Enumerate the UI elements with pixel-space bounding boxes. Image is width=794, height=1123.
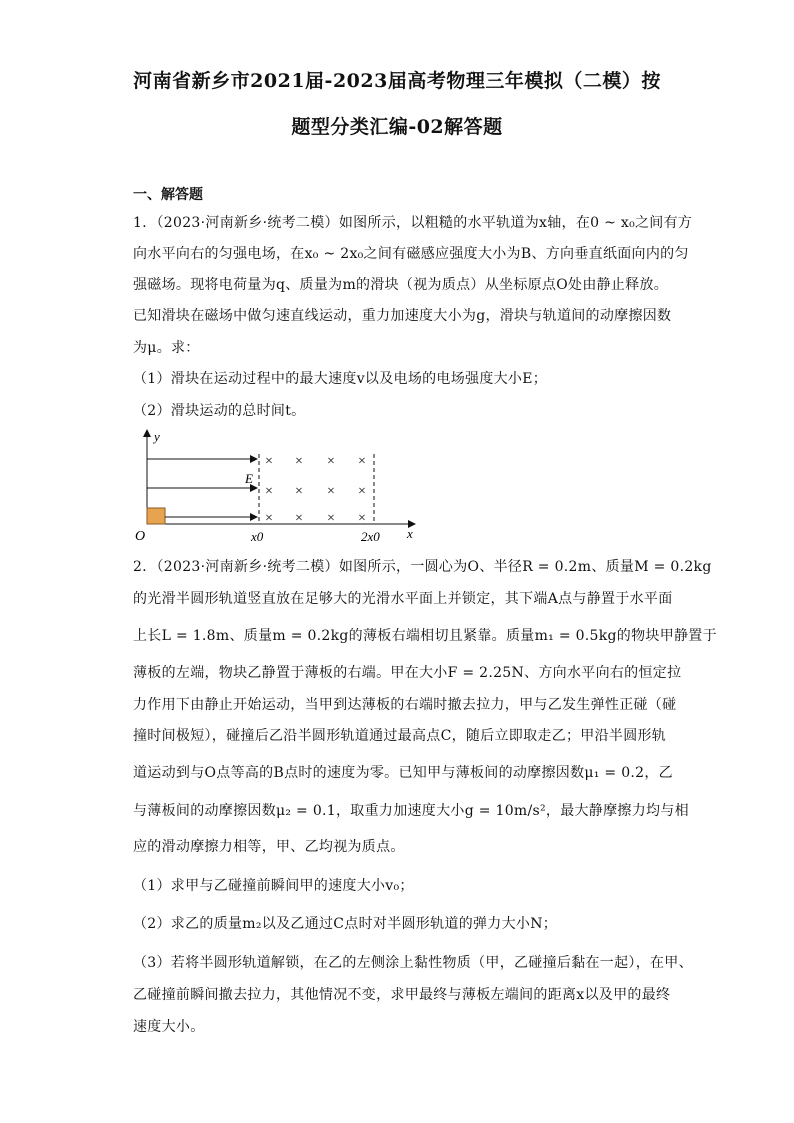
page-title-line-2: 题型分类汇编-02解答题	[291, 116, 503, 138]
slider-block	[147, 508, 165, 524]
magnetic-field-cross: ×	[295, 511, 303, 526]
q2-line: 乙碰撞前瞬间撤去拉力，其他情况不变，求甲最终与薄板左端间的距离x以及甲的最终	[133, 987, 671, 1003]
q2-subquestion-2: （2）求乙的质量m₂以及乙通过C点时对半圆形轨道的弹力大小N；	[133, 916, 558, 932]
page-title-line-1: 河南省新乡市2021届-2023届高考物理三年模拟（二模）按	[133, 70, 661, 92]
x-axis-label: x	[407, 526, 413, 541]
field-label: E	[245, 471, 253, 486]
q2-line: 力作用下由静止开始运动，当甲到达薄板的右端时撤去拉力，甲与乙发生弹性正碰（碰	[133, 697, 677, 713]
magnetic-field-cross: ×	[265, 511, 273, 526]
tick-x0: x0	[251, 529, 264, 544]
magnetic-field-cross: ×	[327, 454, 335, 469]
q1-subquestion-1: （1）滑块在运动过程中的最大速度v以及电场的电场强度大小E；	[133, 371, 548, 387]
q1-line: 向水平向右的匀强电场，在x₀ ~ 2x₀之间有磁感应强度大小为B、方向垂直纸面向内的匀	[133, 246, 689, 262]
magnetic-field-cross: ×	[327, 511, 335, 526]
magnetic-field-cross: ×	[358, 454, 366, 469]
magnetic-field-cross: ×	[358, 511, 366, 526]
q2-line: 上长L = 1.8m、质量m = 0.2kg的薄板右端相切且紧靠。质量m₁ = 0.5kg的物块甲静置于	[133, 628, 717, 644]
q1-subquestion-2: （2）滑块运动的总时间t。	[133, 403, 306, 419]
q2-line: 应的滑动摩擦力相等，甲、乙均视为质点。	[133, 839, 405, 855]
magnetic-field-cross: ×	[265, 484, 273, 499]
origin-label: O	[135, 529, 146, 544]
magnetic-field-cross: ×	[327, 484, 335, 499]
q2-line: 与薄板间的动摩擦因数μ₂ = 0.1，取重力加速度大小g = 10m/s²，最大静摩擦力均与相	[133, 803, 689, 819]
q2-line: 2．（2023·河南新乡·统考二模）如图所示，一圆心为O、半径R = 0.2m、质量M = 0.2kg	[133, 559, 712, 575]
tick-2x0: 2x0	[361, 529, 380, 544]
magnetic-field-cross: ×	[358, 484, 366, 499]
section-heading: 一、解答题	[133, 187, 203, 203]
q1-figure	[133, 424, 433, 546]
magnetic-field-cross: ×	[265, 454, 273, 469]
q2-line: 道运动到与O点等高的B点时的速度为零。已知甲与薄板间的动摩擦因数μ₁ = 0.2，乙	[133, 765, 673, 781]
q2-subquestion-3: （3）若将半圆形轨道解锁，在乙的左侧涂上黏性物质（甲，乙碰撞后黏在一起），在甲、	[133, 955, 693, 971]
y-axis-label: y	[154, 429, 160, 444]
q2-line: 的光滑半圆形轨道竖直放在足够大的光滑水平面上并锁定，其下端A点与静置于水平面	[133, 591, 673, 607]
q2-subquestion-1: （1）求甲与乙碰撞前瞬间甲的速度大小v₀；	[133, 878, 414, 894]
q2-line: 撞时间极短），碰撞后乙沿半圆形轨道通过最高点C，随后立即取走乙；甲沿半圆形轨	[133, 728, 667, 744]
q1-line: 已知滑块在磁场中做匀速直线运动，重力加速度大小为g，滑块与轨道间的动摩擦因数	[133, 308, 672, 324]
magnetic-field-cross: ×	[295, 454, 303, 469]
q2-line: 速度大小。	[133, 1019, 205, 1035]
q2-line: 薄板的左端，物块乙静置于薄板的右端。甲在大小F = 2.25N、方向水平向右的恒定拉	[133, 665, 682, 681]
q1-line: 为μ。求：	[133, 340, 200, 356]
q1-line: 1．（2023·河南新乡·统考二模）如图所示，以粗糙的水平轨道为x轴，在0 ~ x₀之间有方	[133, 215, 693, 231]
q1-line: 强磁场。现将电荷量为q、质量为m的滑块（视为质点）从坐标原点O处由静止释放。	[133, 277, 669, 293]
magnetic-field-cross: ×	[295, 484, 303, 499]
